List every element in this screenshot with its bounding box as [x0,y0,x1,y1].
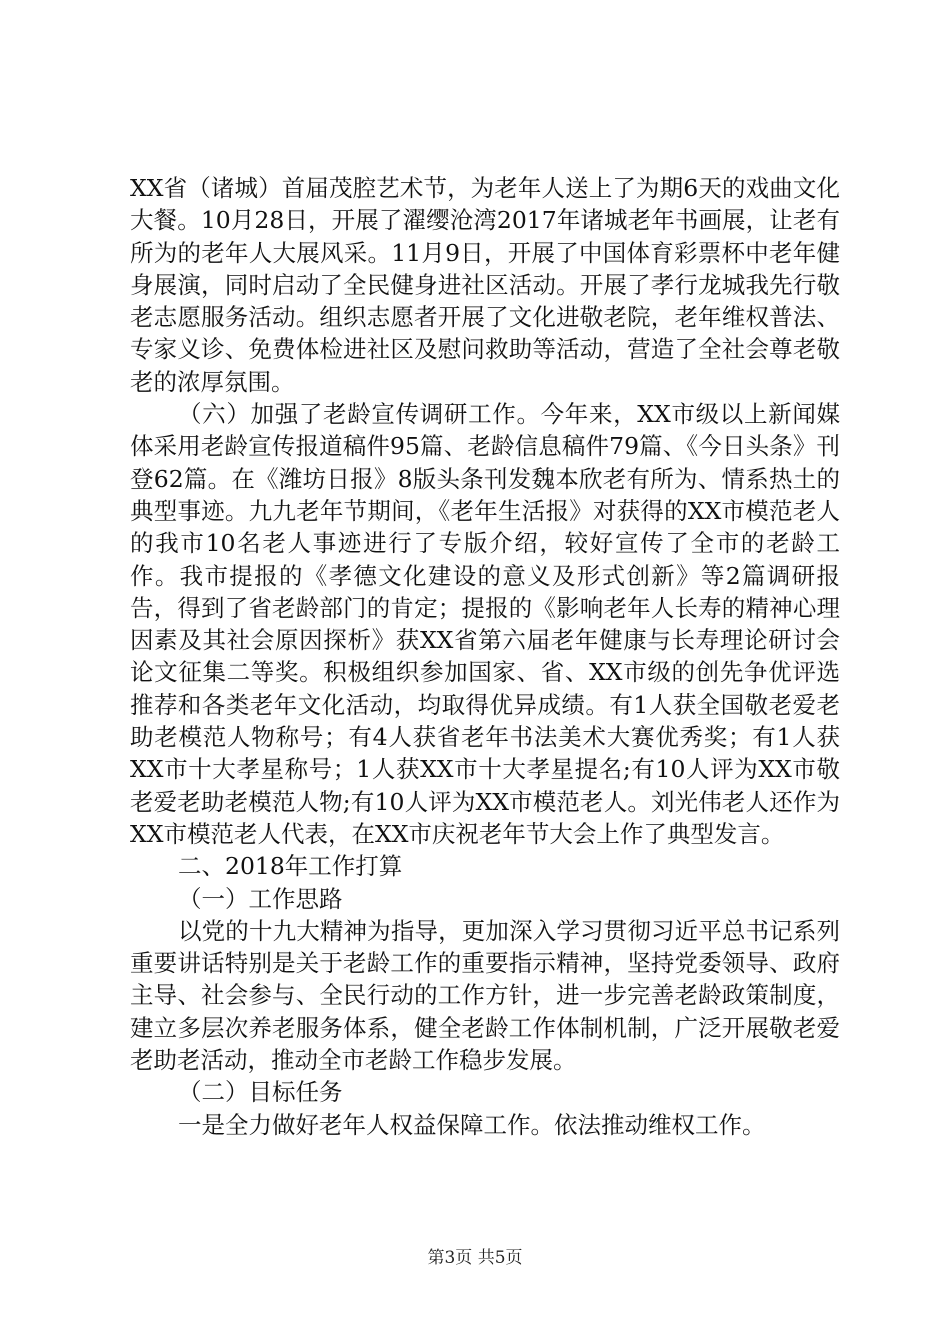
paragraph-2: （六）加强了老龄宣传调研工作。今年来，XX市级以上新闻媒体采用老龄宣传报道稿件95篇、老龄信息稿件79篇、《今日头条》刊登62篇。在《潍坊日报》8版头条刊发魏本欣老有所为、情系热土的典型事迹。九九老年节期间，《老年生活报》对获得的XX市模范老人的我市10名老人事迹进行了专版介绍，较好宣传了全市的老龄工作。我市提报的《孝德文化建设的意义及形式创新》等2篇调研报告，得到了省老龄部门的肯定；提报的《影响老年人长寿的精神心理因素及其社会原因探析》获XX省第六届老年健康与长寿理论研讨会论文征集二等奖。积极组织参加国家、省、XX市级的创先争优评选推荐和各类老年文化活动，均取得优异成绩。有1人获全国敬老爱老助老模范人物称号；有4人获省老年书法美术大赛优秀奖；有1人获XX市十大孝星称号；1人获XX市十大孝星提名;有10人评为XX市敬老爱老助老模范人物;有10人评为XX市模范老人。刘光伟老人还作为XX市模范老人代表，在XX市庆祝老年节大会上作了典型发言。 [130,400,840,848]
paragraph-work-thinking: 以党的十九大精神为指导，更加深入学习贯彻习近平总书记系列重要讲话特别是关于老龄工作的重要指示精神，坚持党委领导、政府主导、社会参与、全民行动的工作方针，进一步完善老龄政策制度，建立多层次养老服务体系，健全老龄工作体制机制，广泛开展敬老爱老助老活动，推动全市老龄工作稳步发展。 [130,916,840,1075]
subheading-goals: （二）目标任务 [178,1078,343,1107]
subheading-work-thinking: （一）工作思路 [178,884,343,913]
paragraph-1: XX省（诸城）首届茂腔艺术节，为老年人送上了为期6天的戏曲文化大餐。10月28日，开展了濯缨沧湾2017年诸城老年书画展，让老有所为的老年人大展风采。11月9日，开展了中国体育彩票杯中老年健身展演，同时启动了全民健身进社区活动。开展了孝行龙城我先行敬老志愿服务活动。组织志愿者开展了文化进敬老院，老年维权普法、专家义诊、免费体检进社区及慰问救助等活动，营造了全社会尊老敬老的浓厚氛围。 [130,174,840,396]
paragraph-goals: 一是全力做好老年人权益保障工作。依法推动维权工作。 [178,1110,766,1139]
document-body [130,172,840,1141]
page-footer: 第3页 共5页 [427,1248,523,1268]
section-heading-2018-plan: 二、2018年工作打算 [178,852,403,881]
